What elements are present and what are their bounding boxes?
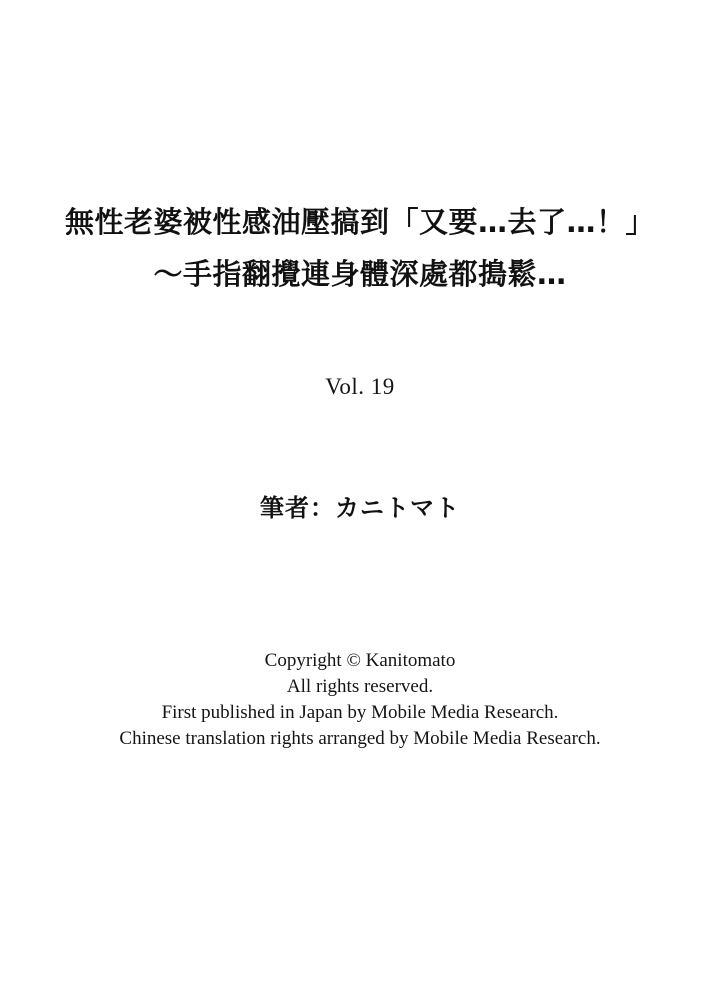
volume-label: Vol. 19 xyxy=(325,374,395,399)
copyright-line-4: Chinese translation rights arranged by Mobile Media Research. xyxy=(119,728,601,749)
copyright-block xyxy=(0,648,720,752)
title-block xyxy=(0,196,720,300)
copyright-line-3: First published in Japan by Mobile Media Research. xyxy=(161,702,559,723)
author-label: 筆者：カニトマト xyxy=(260,494,460,522)
page-title-line-1: 無性老婆被性感油壓搞到「又要…去了…！」 xyxy=(64,205,655,239)
copyright-line-2: All rights reserved. xyxy=(286,676,434,697)
page-title-line-2: ～手指翻攪連身體深處都搗鬆… xyxy=(153,257,567,291)
copyright-line-1: Copyright © Kanitomato xyxy=(264,650,456,671)
